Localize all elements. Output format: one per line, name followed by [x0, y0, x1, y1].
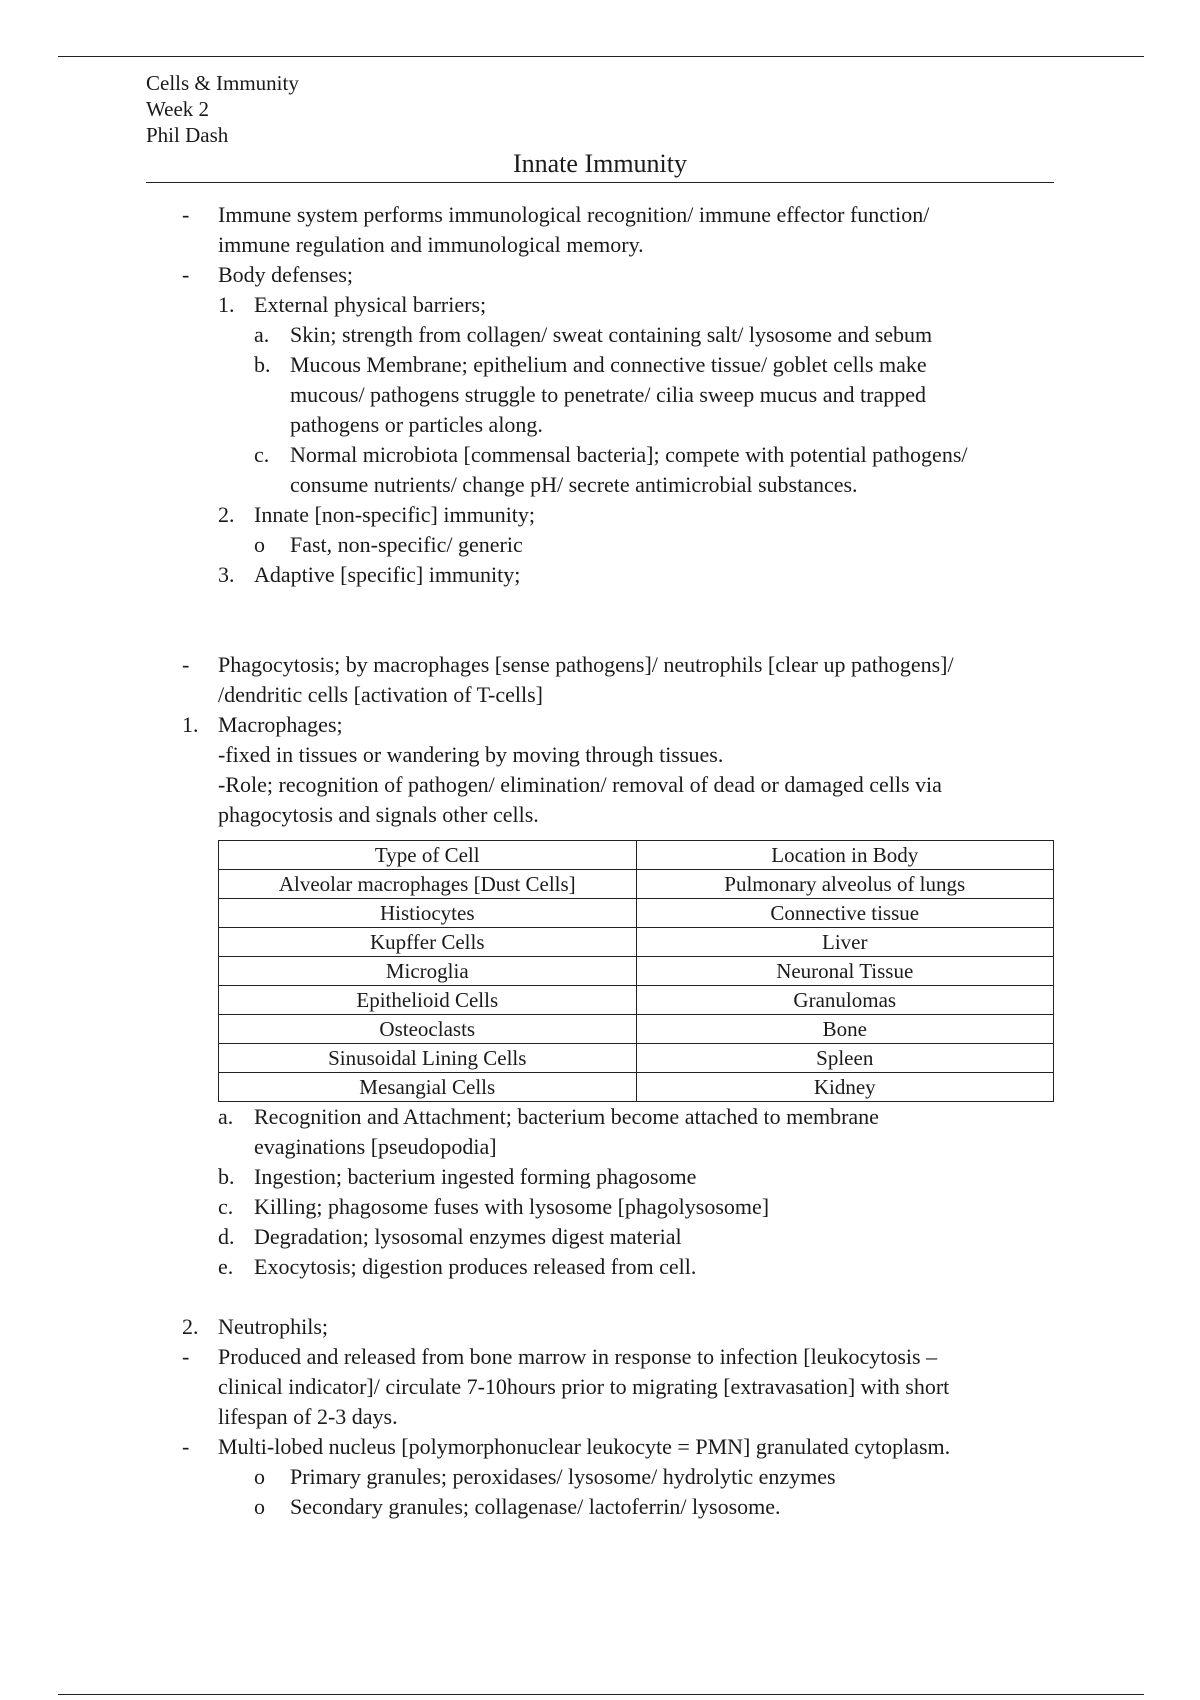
table-row [219, 957, 1054, 986]
table-cell: Kupffer Cells [219, 928, 637, 957]
notes-body [0, 200, 1200, 1522]
table-row [219, 899, 1054, 928]
list-item: - Phagocytosis; by macrophages [sense pathogens]/ neutrophils [clear up pathogens]/ [182, 652, 954, 677]
bottom-rule [58, 1694, 1144, 1695]
table-cell: Neuronal Tissue [636, 957, 1054, 986]
list-item: o Fast, non-specific/ generic [254, 532, 523, 557]
list-item: b. Ingestion; bacterium ingested forming phagosome [218, 1164, 697, 1189]
table-row [219, 1073, 1054, 1102]
course-name: Cells & Immunity [146, 71, 299, 95]
list-item: 3. Adaptive [specific] immunity; [218, 562, 521, 587]
list-item-continuation: immune regulation and immunological memory. [218, 232, 644, 257]
table-cell: Kidney [636, 1073, 1054, 1102]
document-header [146, 70, 299, 148]
table-cell: Microglia [219, 957, 637, 986]
table-header-cell: Type of Cell [219, 841, 637, 870]
table-cell: Alveolar macrophages [Dust Cells] [219, 870, 637, 899]
list-item: 1. External physical barriers; [218, 292, 487, 317]
table-row [219, 1044, 1054, 1073]
top-rule [58, 56, 1144, 57]
table-cell: Liver [636, 928, 1054, 957]
list-item: a. Skin; strength from collagen/ sweat containing salt/ lysosome and sebum [254, 322, 933, 347]
list-item: o Primary granules; peroxidases/ lysosome/ hydrolytic enzymes [254, 1464, 836, 1489]
table-cell: Spleen [636, 1044, 1054, 1073]
page-title: Innate Immunity [512, 149, 687, 178]
list-item-continuation: consume nutrients/ change pH/ secrete antimicrobial substances. [290, 472, 858, 497]
table-row [219, 870, 1054, 899]
author-name: Phil Dash [146, 123, 229, 147]
table-cell: Bone [636, 1015, 1054, 1044]
table-header-cell: Location in Body [636, 841, 1054, 870]
list-item-continuation: lifespan of 2-3 days. [218, 1404, 398, 1429]
list-item-continuation: pathogens or particles along. [290, 412, 543, 437]
table-row [219, 928, 1054, 957]
table-cell: Granulomas [636, 986, 1054, 1015]
paragraph-line: -fixed in tissues or wandering by moving through tissues. [218, 742, 724, 767]
list-item-continuation: mucous/ pathogens struggle to penetrate/ cilia sweep mucus and trapped [290, 382, 926, 407]
list-item: e. Exocytosis; digestion produces released from cell. [218, 1254, 697, 1279]
list-item: - Immune system performs immunological recognition/ immune effector function/ [182, 202, 930, 227]
list-item: - Multi-lobed nucleus [polymorphonuclear leukocyte = PMN] granulated cytoplasm. [182, 1434, 951, 1459]
table-cell: Histiocytes [219, 899, 637, 928]
list-item: 2. Innate [non-specific] immunity; [218, 502, 536, 527]
title-underline [146, 182, 1054, 183]
paragraph-line: -Role; recognition of pathogen/ elimination/ removal of dead or damaged cells via [218, 772, 942, 797]
table-cell: Mesangial Cells [219, 1073, 637, 1102]
list-item: - Body defenses; [182, 262, 354, 287]
table-header-row [219, 841, 1054, 870]
list-item: c. Killing; phagosome fuses with lysosome [phagolysosome] [218, 1194, 770, 1219]
table-cell: Epithelioid Cells [219, 986, 637, 1015]
paragraph-line: phagocytosis and signals other cells. [218, 802, 539, 827]
table-cell: Pulmonary alveolus of lungs [636, 870, 1054, 899]
table-cell: Osteoclasts [219, 1015, 637, 1044]
list-item: o Secondary granules; collagenase/ lactoferrin/ lysosome. [254, 1494, 781, 1519]
list-item: a. Recognition and Attachment; bacterium become attached to membrane [218, 1104, 879, 1129]
table-cell: Sinusoidal Lining Cells [219, 1044, 637, 1073]
macrophage-location-table [218, 840, 1054, 1102]
list-item-continuation: clinical indicator]/ circulate 7-10hours prior to migrating [extravasation] with short [218, 1374, 950, 1399]
table-cell: Connective tissue [636, 899, 1054, 928]
list-item: d. Degradation; lysosomal enzymes digest material [218, 1224, 682, 1249]
week-label: Week 2 [146, 97, 210, 121]
section-heading-neutrophils: 2. Neutrophils; [182, 1314, 328, 1339]
list-item-continuation: /dendritic cells [activation of T-cells] [218, 682, 544, 707]
table-row [219, 986, 1054, 1015]
section-heading-macrophages: 1. Macrophages; [182, 712, 343, 737]
list-item-continuation: evaginations [pseudopodia] [254, 1134, 497, 1159]
list-item: b. Mucous Membrane; epithelium and connective tissue/ goblet cells make [254, 352, 927, 377]
list-item: - Produced and released from bone marrow in response to infection [leukocytosis – [182, 1344, 938, 1369]
table-row [219, 1015, 1054, 1044]
list-item: c. Normal microbiota [commensal bacteria]; compete with potential pathogens/ [254, 442, 968, 467]
